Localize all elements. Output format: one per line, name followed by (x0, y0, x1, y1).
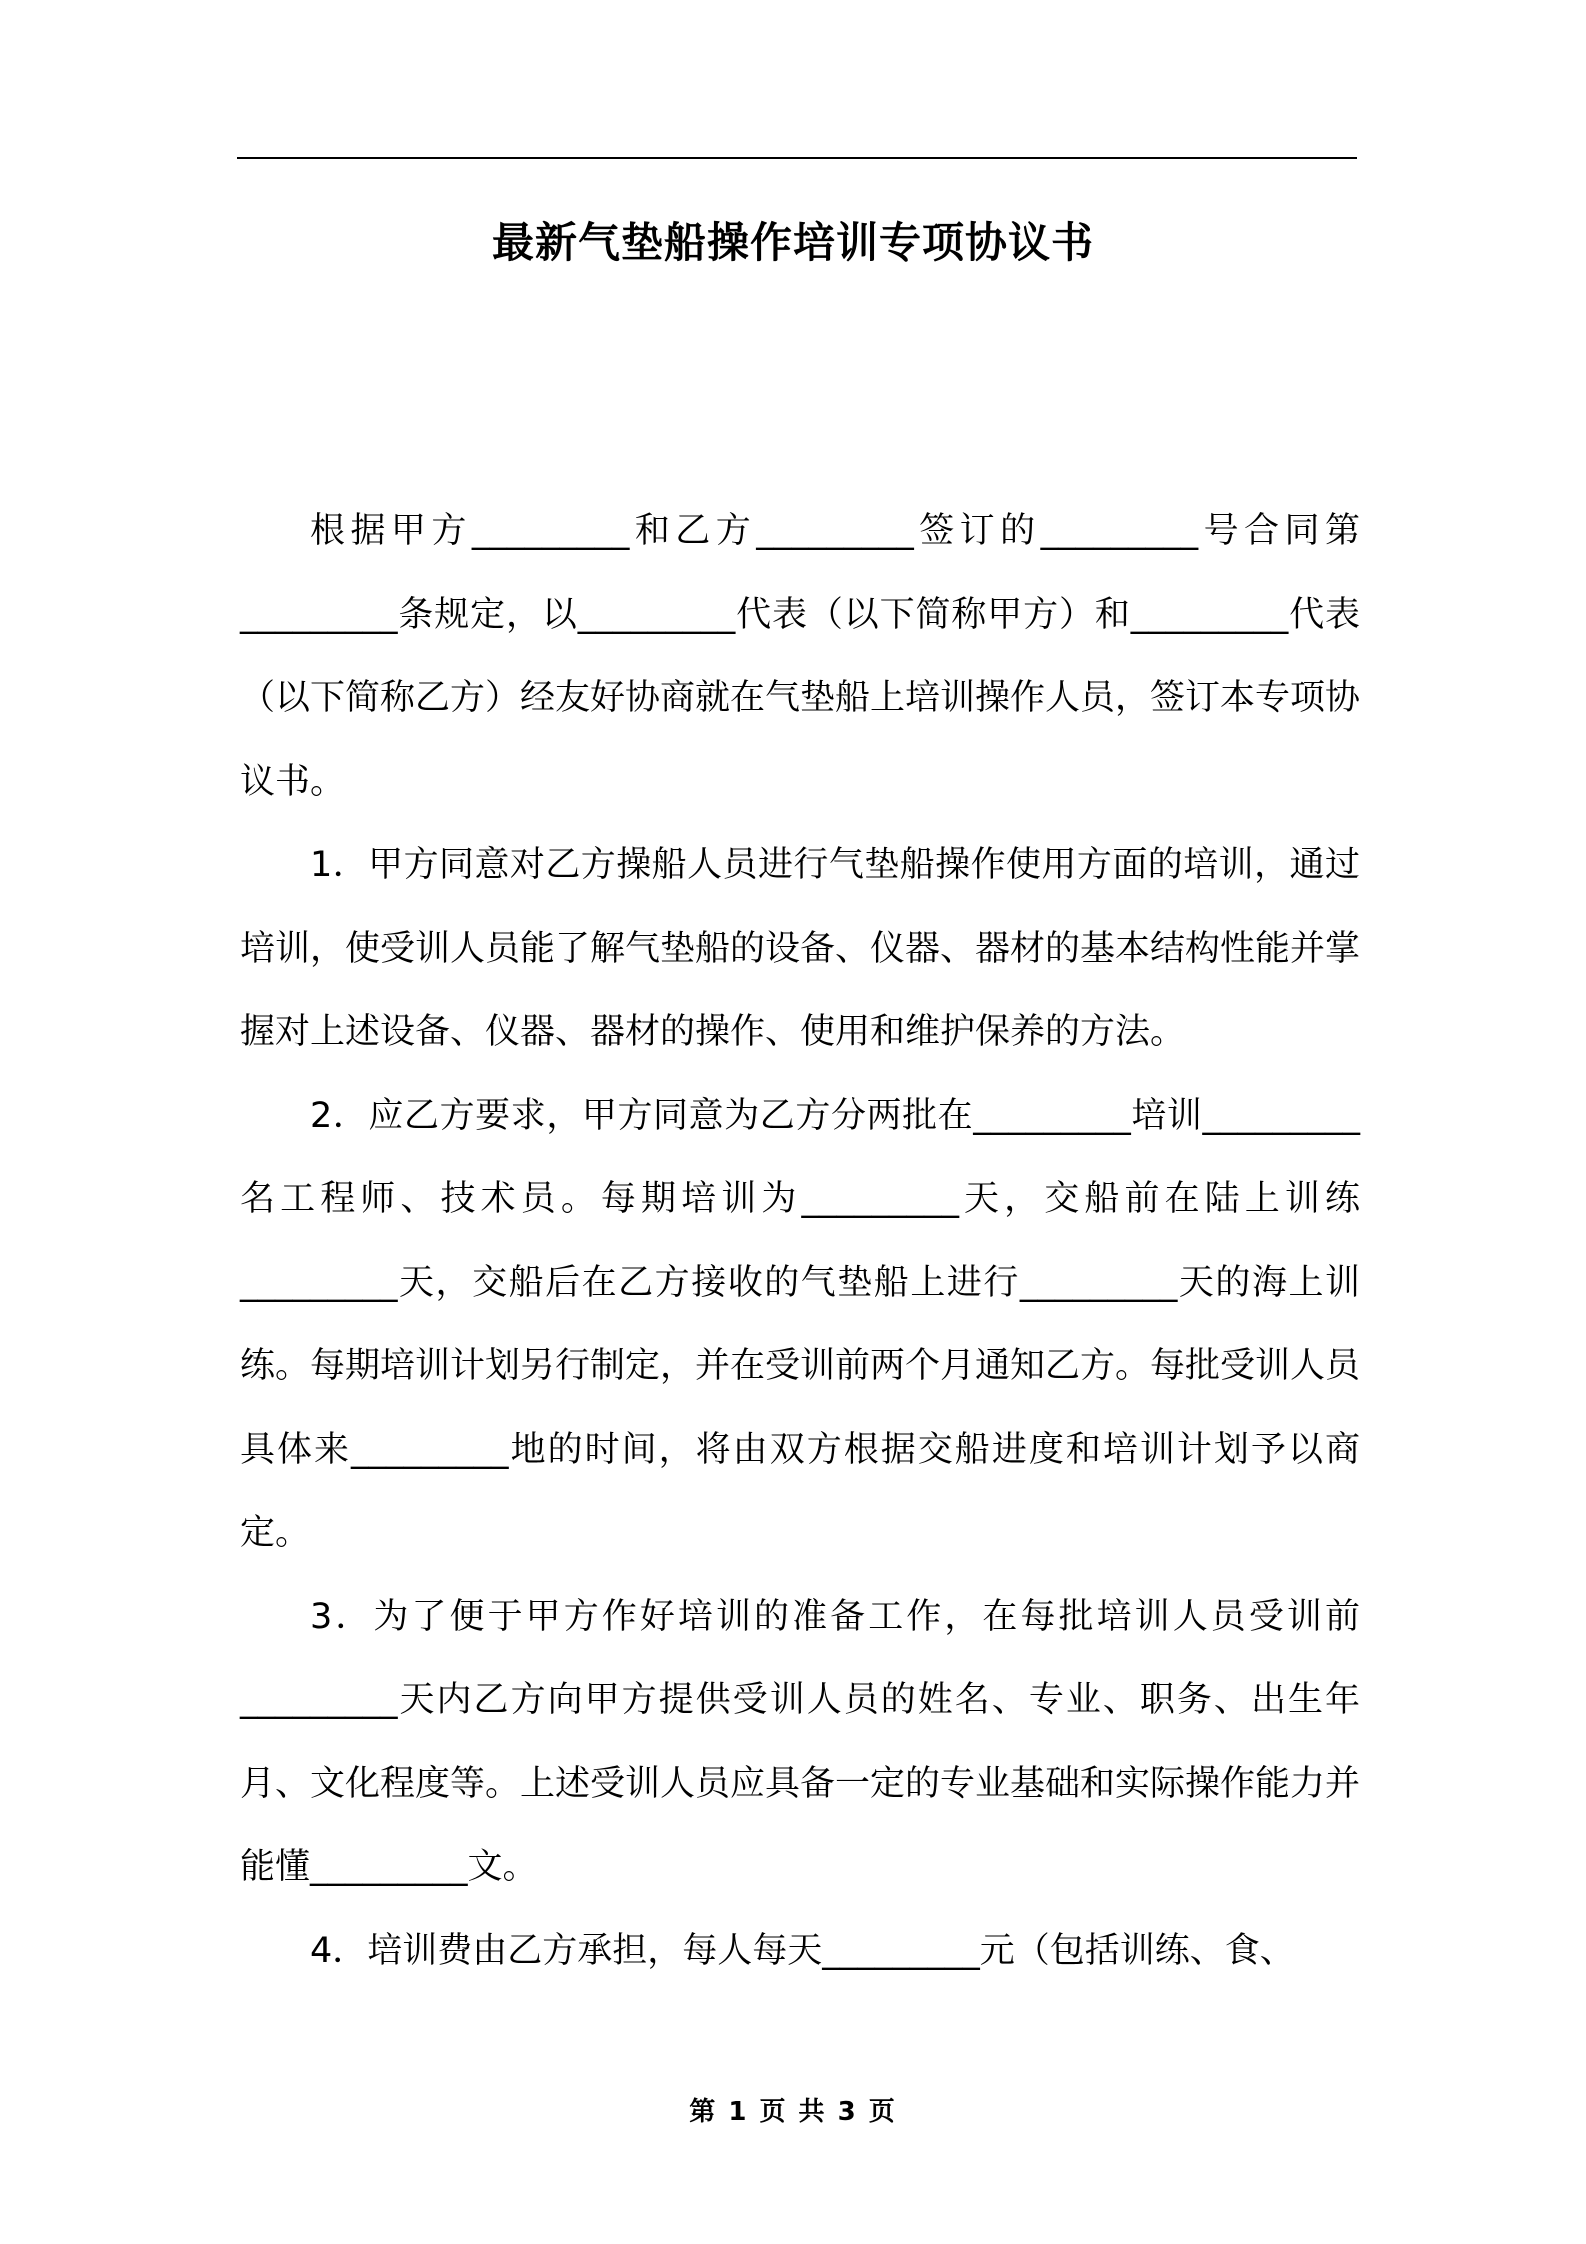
paragraph-clause-3: 3．为了便于甲方作好培训的准备工作，在每批培训人员受训前_________天内乙方向甲方提供受训人员的姓名、专业、职务、出生年月、文化程度等。上述受训人员应具备一定的专业基础和实际操作能力并能懂_________文。 (240, 1596, 1361, 1887)
page-number-footer: 第 1 页 共 3 页 (689, 2097, 897, 2127)
paragraph-intro: 根据甲方_________和乙方_________签订的_________号合同第_________条规定，以_________代表（以下简称甲方）和_________代表（以下简称乙方）经友好协商就在气垫船上培训操作人员，签订本专项协议书。 (240, 511, 1361, 802)
paragraph-clause-2: 2．应乙方要求，甲方同意为乙方分两批在_________培训_________名工程师、技术员。每期培训为_________天，交船前在陆上训练_________天，交船后在乙方接收的气垫船上进行_________天的海上训练。每期培训计划另行制定，并在受训前两个月通知乙方。每批受训人员具体来_________地的时间，将由双方根据交船进度和培训计划予以商定。 (240, 1095, 1361, 1553)
paragraph-clause-1: 1．甲方同意对乙方操船人员进行气垫船操作使用方面的培训，通过培训，使受训人员能了解气垫船的设备、仪器、器材的基本结构性能并掌握对上述设备、仪器、器材的操作、使用和维护保养的方法。 (240, 845, 1361, 1052)
document-body (240, 490, 1360, 1993)
paragraph-clause-4: 4．培训费由乙方承担，每人每天_________元（包括训练、食、 (310, 1930, 1295, 1971)
header-rule (237, 157, 1357, 159)
document-title: 最新气垫船操作培训专项协议书 (491, 218, 1094, 267)
